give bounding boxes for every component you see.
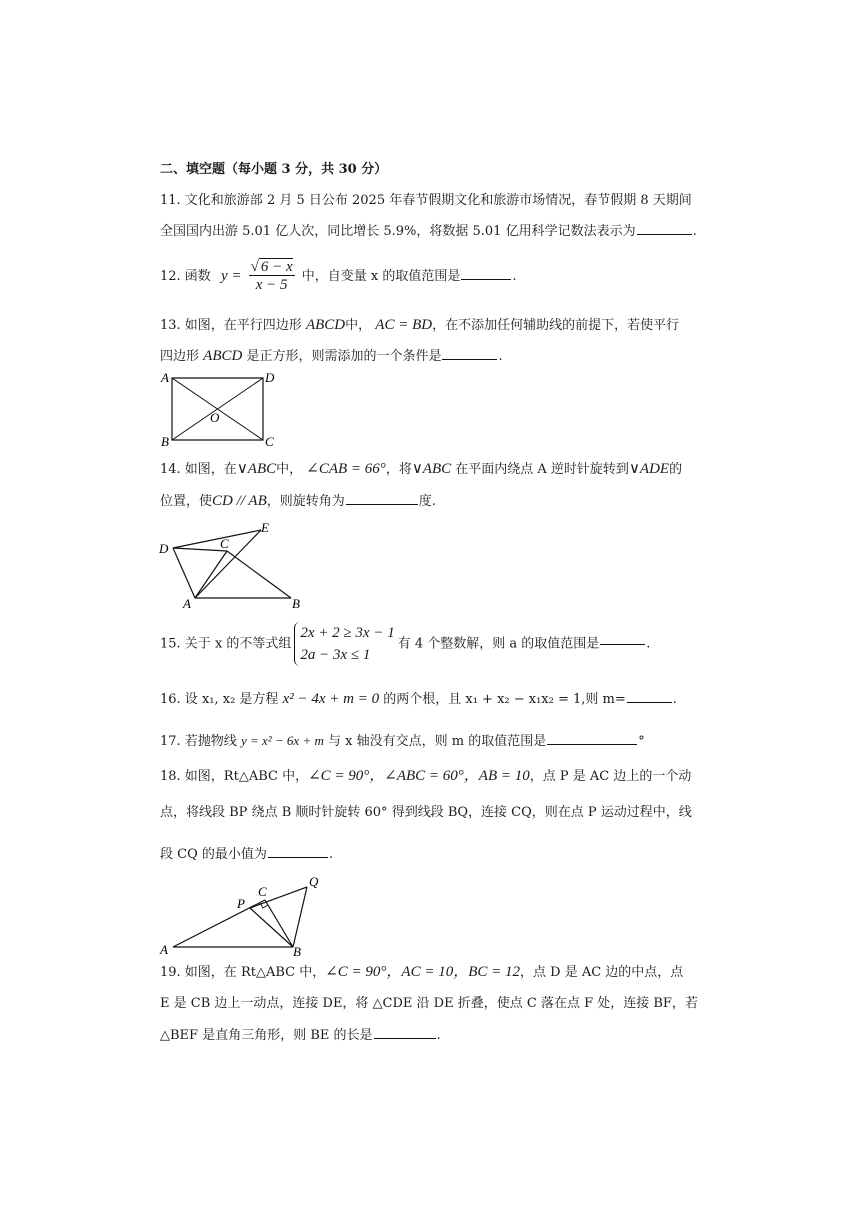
fig14-dc [173,548,227,551]
q14-line2 [160,494,436,509]
fig18-label-a: A [160,942,168,957]
q15-prefix: 15. 关于 x 的不等式组 [160,636,292,652]
q13-abcd: ABCD [305,317,346,333]
q12: 12. 函数 y = $\frac{√ 6 - x}{x - 5}$ 中，自变量 x 的取值范围是 . [160,259,517,293]
fig18-label-b: B [293,944,301,957]
fig14-de [173,530,261,548]
q17-prefix: 17. 若抛物线 [160,734,237,749]
q19-line1 [160,965,683,980]
q16: 16. 设 x₁, x₂ 是方程 x² − 4x + m = 0 的两个根，且 x₁ + x₂ − x₁x₂ = 1,则 m= . [160,691,677,707]
fig18-cb [265,900,293,947]
q14-line1 [160,462,682,477]
fig18-label-q: Q [309,874,319,889]
q17 [160,734,645,748]
fig14-label-d: D [159,541,169,556]
fig14-ad [173,548,195,598]
q15-suffix: 有 4 个整数解，则 a 的取值范围是 [397,636,600,652]
q13-line2: 四边形 ABCD 是正方形，则需添加的一个条件是 . [160,348,503,364]
q14-l2a: 位置，使 [160,494,213,509]
q19-line3: △BEF 是直角三角形，则 BE 的长是 . [160,1028,441,1043]
q11-line2: 全国国内出游 5.01 亿人次，同比增长 5.9%，将数据 5.01 亿用科学记数法表示为 . [160,224,697,239]
fig14-label-c: C [220,536,229,551]
q16-text: 16. 设 x₁, x₂ 是方程 [160,692,279,707]
fig13-label-a: A [161,370,169,385]
fig13-label-d: D [265,370,275,385]
fig14-label-b: B [292,596,300,610]
q13-l1b: 中， [345,318,372,333]
answer-blank-13[interactable] [442,358,497,360]
fig18-bq [293,887,307,947]
q18-conds: ∠C = 90°，∠ABC = 60°，AB = 10 [308,768,530,784]
q14-tri2: ∨ADE [628,461,670,477]
q12-y-eq: y = [220,268,242,284]
q18-line1 [160,769,691,784]
q14-l1a: 14. 如图，在 [160,462,237,477]
q12-prefix: 12. 函数 [160,269,211,284]
fig13-label-c: C [265,434,274,449]
section-title: 二、填空题（每小题 3 分，共 30 分） [160,162,388,177]
answer-blank-18[interactable] [268,856,328,858]
q19-l1b: ，点 D 是 AC 边的中点，点 [520,965,684,980]
q13-line1 [160,318,679,333]
q14-l1e: 的 [669,462,683,477]
q13-l1c: ，在不添加任何辅助线的前提下，若使平行 [432,318,680,333]
q16-equation: x² − 4x + m = 0 [282,691,380,707]
fig14-label-a: A [183,596,191,610]
q17-suffix: 与 x 轴没有交点，则 m 的取值范围是 [328,734,547,749]
q17-end: ° [638,734,645,749]
fig13-label-b: B [161,434,169,449]
answer-blank-14[interactable] [346,503,418,505]
q15-system [294,622,394,666]
q14-l1b: 中， [276,462,303,477]
fig18-bp [250,908,293,947]
q18-l1b: ，点 P 是 AC 边上的一个动 [529,769,692,784]
fig14-cb [227,551,291,598]
q14-l2c: 度. [418,494,436,509]
q18-line2: 点，将线段 BP 绕点 B 顺时针旋转 60° 得到线段 BQ，连接 CQ，则在点 P 运动过程中，线 [160,805,692,820]
q14-l1c: ，将 [385,462,412,477]
q19-line2: E 是 CB 边上一动点，连接 DE，将 △CDE 沿 DE 折叠，使点 C 落在点 F 处，连接 BF，若 [160,996,698,1011]
q15-ineq1: 2x + 2 ≥ 3x − 1 [300,625,395,641]
q11-line1: 11. 文化和旅游部 2 月 5 日公布 2025 年春节假期文化和旅游市场情况，春节假期 8 天期间 [160,193,692,208]
q13-l1a: 13. 如图，在平行四边形 [160,318,302,333]
q12-fraction: $\frac{√ 6 - x}{x - 5}$ [250,259,293,293]
q14-l1d: 在平面内绕点 A 逆时针旋转到 [455,462,629,477]
answer-blank-17[interactable] [547,743,637,745]
q14-angle: ∠CAB = 66° [306,461,386,477]
answer-blank-15[interactable] [600,643,645,645]
q15: 15. 关于 x 的不等式组 2x + 2 ≥ 3x − 1 2a − 3x ≤ 1 有 4 个整数解，则 a 的取值范围是 . [160,622,650,666]
q13-l2b: 是正方形，则需添加的一个条件是 [246,349,442,364]
fig14-label-e: E [261,520,269,535]
q19-l3: △BEF 是直角三角形，则 BE 的长是 [160,1028,373,1043]
q14-l2b: ，则旋转角为 [266,494,345,509]
q14-parallel: CD // AB [212,493,267,509]
q18-l1a: 18. 如图，Rt△ABC 中， [160,769,309,784]
q18-l3: 段 CQ 的最小值为 [160,847,267,862]
figure-13-parallelogram [155,370,285,450]
fig18-label-c: C [258,884,267,899]
q13-l2a: 四边形 [160,349,200,364]
q13-cond: AC = BD [375,317,433,333]
fig13-label-o: O [210,410,220,425]
figure-18-triangle [155,872,345,957]
q19-conds: ∠C = 90°，AC = 10，BC = 12 [325,964,520,980]
q14-tri1: ∨ABC [236,461,277,477]
q14-tri1-b: ∨ABC [411,461,452,477]
q16-middle: 的两个根，且 x₁ + x₂ − x₁x₂ = 1,则 m= [383,692,626,707]
q17-parabola: y = x² − 6x + m [240,733,324,748]
answer-blank-11[interactable] [637,233,692,235]
fig18-label-p: P [237,896,245,911]
q11-line2-text: 全国国内出游 5.01 亿人次，同比增长 5.9%，将数据 5.01 亿用科学记数法表示为 [160,224,636,239]
q12-suffix: 中，自变量 x 的取值范围是 [301,269,461,284]
answer-blank-12[interactable] [461,278,511,280]
answer-blank-19[interactable] [374,1037,436,1039]
answer-blank-16[interactable] [627,701,672,703]
fig14-ac [195,551,227,598]
q19-l1a: 19. 如图，在 Rt△ABC 中， [160,965,326,980]
q13-abcd-2: ABCD [203,348,243,364]
q12-numerator: 6 − x [260,259,293,275]
figure-14-rotation [155,518,315,610]
q12-denominator: x − 5 [255,277,288,293]
q15-ineq2: 2a − 3x ≤ 1 [300,647,371,663]
q18-line3: 段 CQ 的最小值为 . [160,847,334,862]
